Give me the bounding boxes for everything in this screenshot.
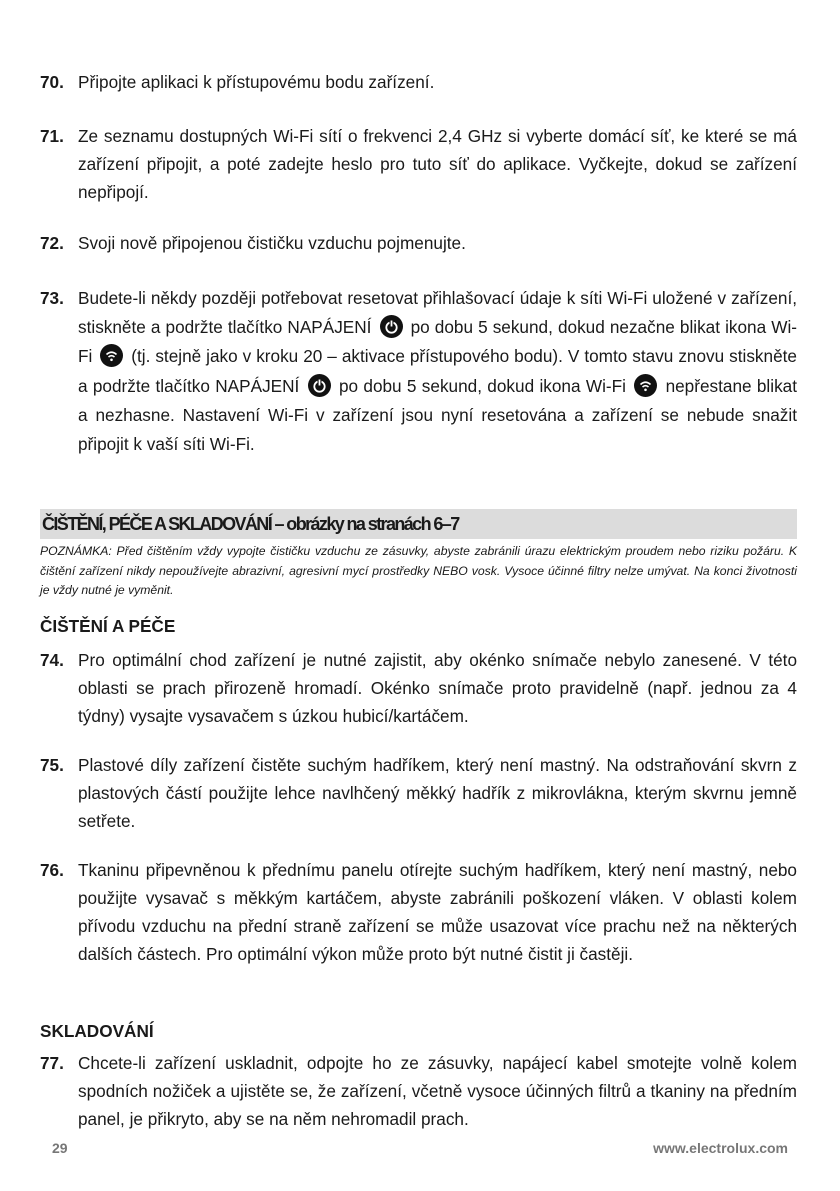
step-77 bbox=[40, 1049, 797, 1133]
step-number: 75. bbox=[40, 755, 64, 775]
step-number: 74. bbox=[40, 650, 64, 670]
step-number: 76. bbox=[40, 860, 64, 880]
step-text-part: po dobu 5 sekund, dokud ikona Wi-Fi bbox=[338, 375, 626, 396]
step-text: Připojte aplikaci k přístupovému bodu zařízení. bbox=[78, 72, 435, 92]
step-70 bbox=[40, 68, 797, 96]
step-text: Plastové díly zařízení čistěte suchým hadříkem, který není mastný. Na odstraňování skvrn z plastových částí použijte lehce navlhčený měkký hadřík z mikrovlákna, kterým skvrnu jemně setřete. bbox=[78, 755, 797, 831]
section-title: ČIŠTĚNÍ, PÉČE A SKLADOVÁNÍ – obrázky na stranách 6–7 bbox=[42, 514, 459, 534]
step-text-part: (tj. stejně jako v kroku 20 – aktivace přístupového bodu). V tomto stavu znovu stiskněte a podržte tlačítko NAPÁJENÍ bbox=[78, 346, 797, 396]
step-number: 77. bbox=[40, 1053, 64, 1073]
step-text-part: po dobu 5 sekund, dokud nezačne blikat ikona Wi-Fi bbox=[78, 317, 797, 367]
subheading-storage: SKLADOVÁNÍ bbox=[40, 1021, 154, 1041]
step-text: Ze seznamu dostupných Wi-Fi sítí o frekvenci 2,4 GHz si vyberte domácí síť, ke které se má zařízení připojit, a poté zadejte heslo pro tuto síť do aplikace. Vyčkejte, dokud se zařízení nepřipojí. bbox=[78, 126, 797, 202]
step-73 bbox=[40, 284, 797, 459]
step-number: 73. bbox=[40, 288, 64, 308]
wifi-icon bbox=[100, 344, 123, 367]
step-text bbox=[78, 284, 797, 459]
step-text-part: nepřestane blikat a nezhasne. Nastavení Wi-Fi v zařízení jsou nyní resetována a zařízení se nebude snažit připojit k vaší síti Wi-Fi. bbox=[78, 375, 798, 455]
step-text: Tkaninu připevněnou k přednímu panelu otírejte suchým hadříkem, který není mastný, nebo použijte vysavač s měkkým kartáčem, abyste zabránili poškození vláken. V oblasti kolem přívodu vzduchu na přední straně zařízení se může usazovat více prachu než na některých dalších částech. Pro optimální výkon může proto být nutné čistit ji častěji. bbox=[78, 860, 797, 964]
wifi-icon bbox=[634, 374, 657, 397]
step-number: 72. bbox=[40, 233, 64, 253]
step-72 bbox=[40, 229, 797, 257]
power-icon bbox=[308, 374, 331, 397]
step-75 bbox=[40, 751, 797, 835]
step-76 bbox=[40, 856, 797, 968]
section-note: POZNÁMKA: Před čištěním vždy vypojte čističku vzduchu ze zásuvky, abyste zabránili úrazu elektrickým proudem nebo riziku požáru. K čištění zařízení nikdy nepoužívejte abrazivní, agresivní mycí prostředky NEBO vosk. Vysoce účinné filtry nelze umývat. Na konci životnosti je vždy nutné je vyměnit. bbox=[40, 544, 797, 597]
step-number: 71. bbox=[40, 126, 64, 146]
step-71 bbox=[40, 122, 797, 206]
page-number: 29 bbox=[52, 1140, 68, 1156]
power-icon bbox=[380, 315, 403, 338]
section-header bbox=[40, 509, 797, 539]
step-number: 70. bbox=[40, 72, 64, 92]
step-text: Chcete-li zařízení uskladnit, odpojte ho ze zásuvky, napájecí kabel smotejte volně kolem spodních nožiček a ujistěte se, že zařízení, včetně vysoce účinných filtrů a tkaniny na předním panel, je přikryto, aby se na něm nehromadil prach. bbox=[78, 1053, 797, 1129]
step-74 bbox=[40, 646, 797, 730]
step-text: Pro optimální chod zařízení je nutné zajistit, aby okénko snímače nebylo zanesené. V této oblasti se prach přirozeně hromadí. Okénko snímače proto pravidelně (např. jednou za 4 týdny) vysajte vysavačem s úzkou hubicí/kartáčem. bbox=[78, 650, 797, 726]
step-text: Svoji nově připojenou čističku vzduchu pojmenujte. bbox=[78, 233, 466, 253]
footer-url: www.electrolux.com bbox=[653, 1140, 788, 1156]
step-text-part: Budete-li někdy později potřebovat resetovat přihlašovací údaje k síti Wi-Fi uložené v zařízení, stiskněte a podržte tlačítko NAPÁJENÍ bbox=[78, 288, 797, 338]
subheading-care: ČIŠTĚNÍ A PÉČE bbox=[40, 616, 176, 636]
